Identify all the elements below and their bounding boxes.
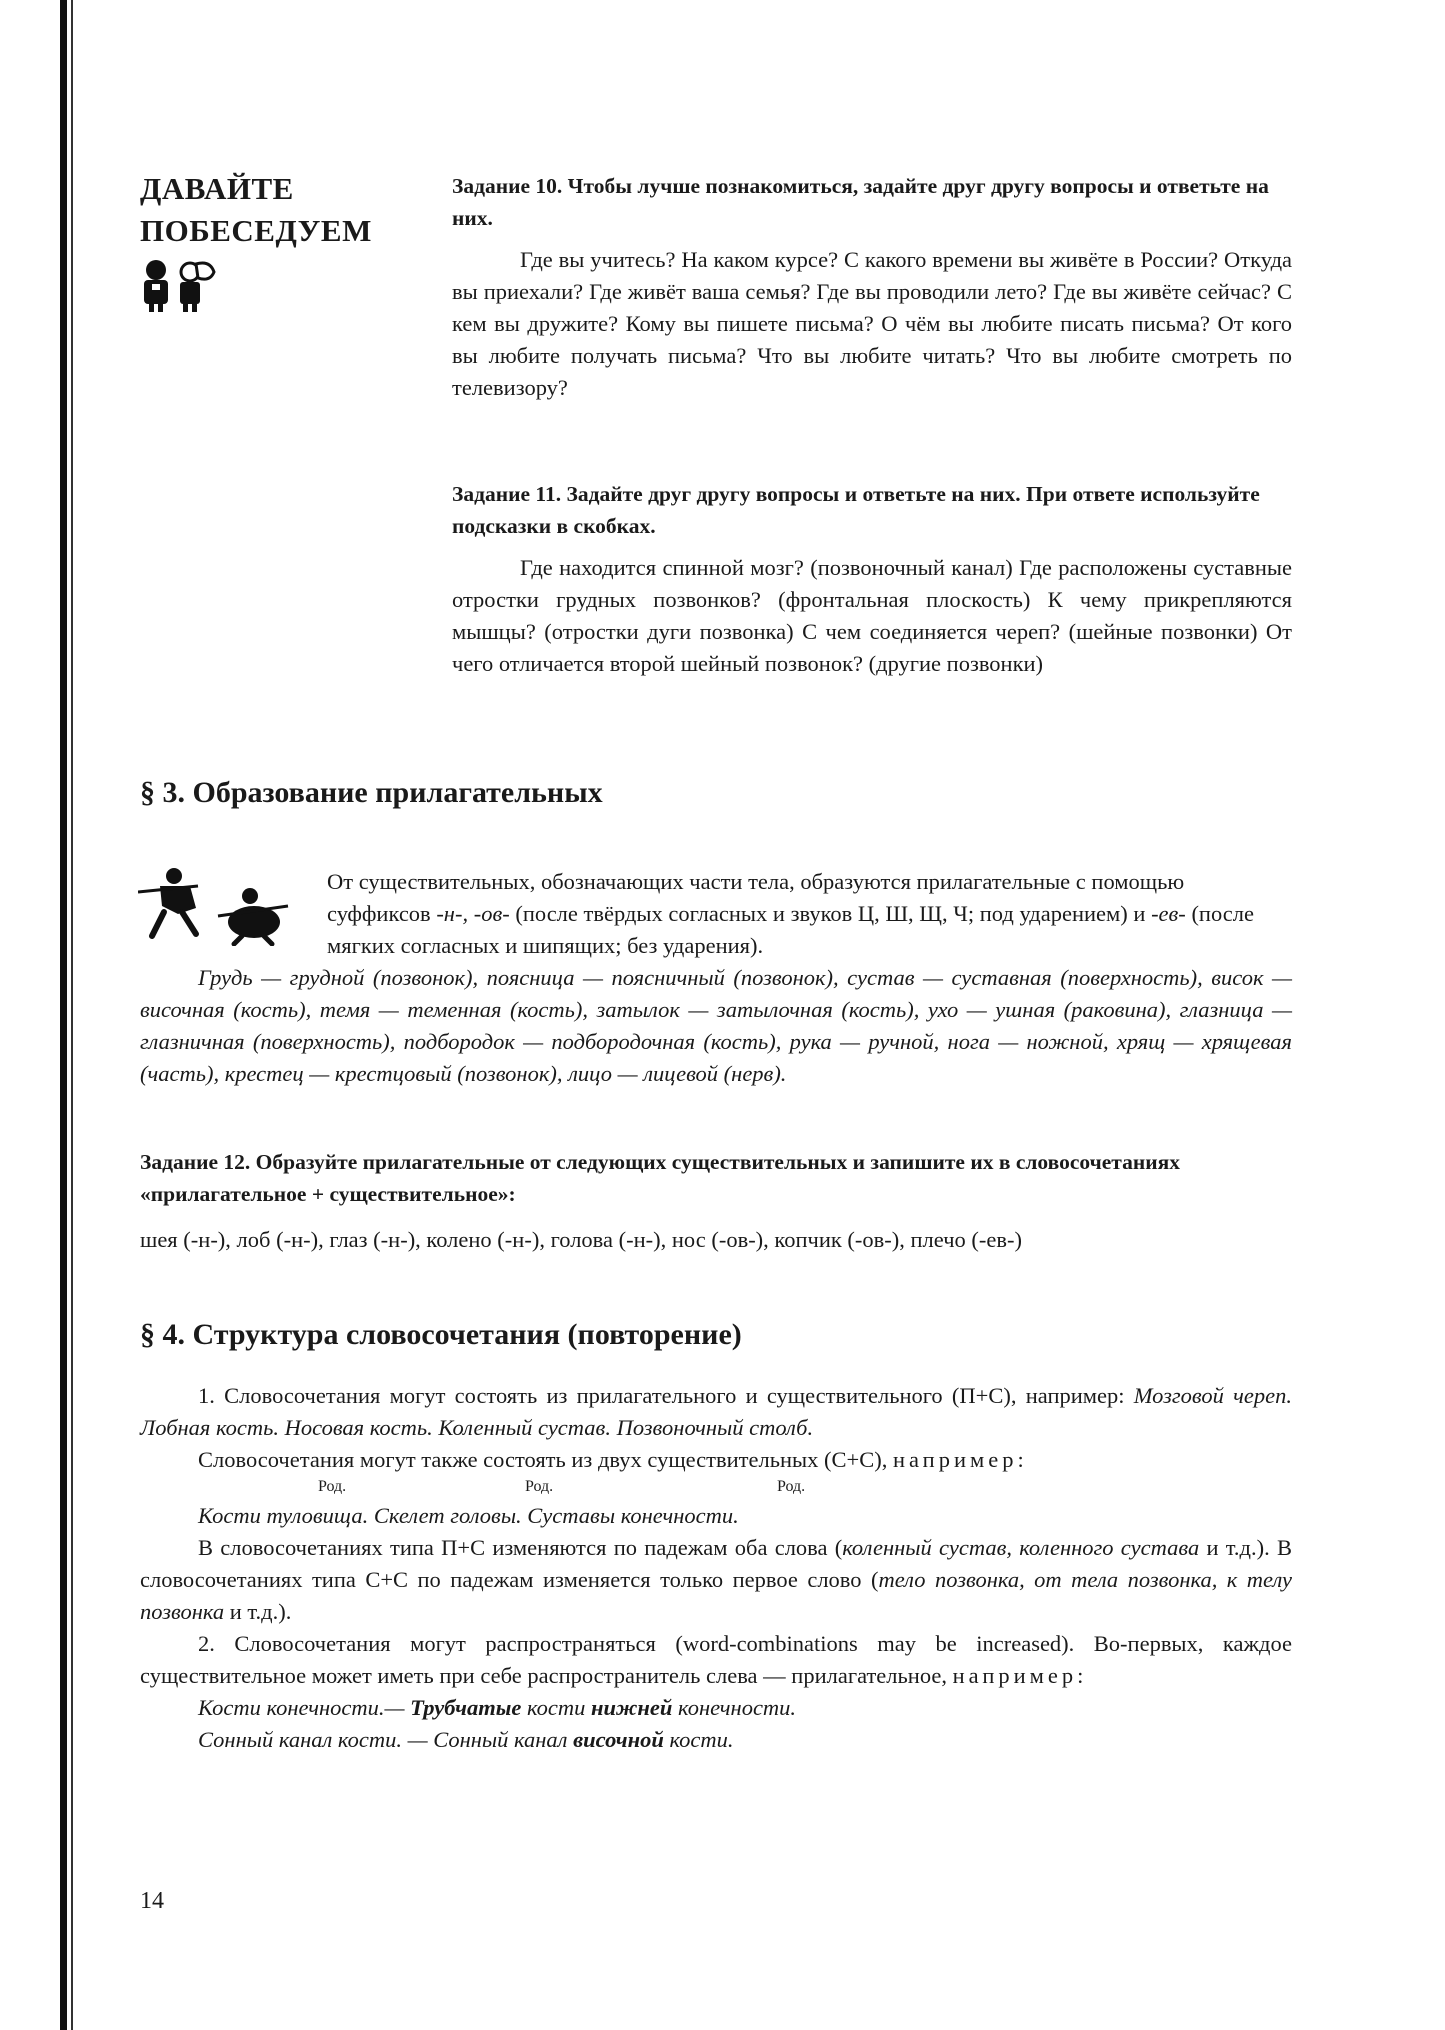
p1-examples: Мозговой череп. Лобная кость. Носовая кость. Коленный сустав. Позвоночный столб. [140, 1383, 1292, 1440]
intro-suffix-1: -н-, -ов- [436, 901, 510, 926]
rod-label-1: Род. [318, 1478, 347, 1495]
p4-spaced: например: [952, 1663, 1088, 1688]
task10-block [452, 170, 1292, 404]
p3-text-a: В словосочетаниях типа П+С изменяются по падежам оба слова ( [198, 1535, 843, 1560]
section4-body [140, 1380, 1292, 1756]
section4-heading: § 4. Структура словосочетания (повторение) [140, 1318, 742, 1351]
task11-block [452, 478, 1292, 680]
ex1-d: конечности. [672, 1695, 797, 1720]
page-number: 14 [140, 1888, 164, 1914]
section4-p1 [140, 1380, 1292, 1444]
ex1-bold-2: нижней [590, 1695, 673, 1720]
ex1-bold-1: Трубчатые [410, 1695, 522, 1720]
task12-words: шея (-н-), лоб (-н-), глаз (-н-), колено (-н-), голова (-н-), нос (-ов-), копчик (-ов-), плечо (-ев-) [140, 1227, 1022, 1252]
section3-intro [327, 866, 1292, 962]
two-people-talking-icon [140, 258, 220, 319]
intro-suffix-2: -ев- [1151, 901, 1186, 926]
p4-text: 2. Словосочетания могут распространяться (word-combinations may be increased). Во-первых, каждое существительное может иметь при себе распространитель слева — прилагательное, [140, 1631, 1292, 1688]
p3-italic-2: тело позвонка, от тела позвонка, к телу позвонка [140, 1567, 1292, 1624]
ex1-a: Кости конечности.— [198, 1695, 411, 1720]
ex2-c: кости. [663, 1727, 734, 1752]
section4-p4 [140, 1628, 1292, 1692]
p1-text: 1. Словосочетания могут состоять из прилагательного и существительного (П+С), например: [198, 1383, 1134, 1408]
two-running-figures-icon [138, 866, 308, 951]
task11-body: Где находится спинной мозг? (позвоночный канал) Где расположены суставные отростки грудных позвонков? (фронтальная плоскость) К чему прикрепляются мышцы? (отростки дуги позвонка) С чем соединяется череп? (шейные позвонки) От чего отличается второй шейный позвонок? (другие позвонки) [452, 555, 1292, 676]
p3-italic-1: коленный сустав, коленного сустава [842, 1535, 1200, 1560]
aside-title-line2: ПОБЕСЕДУЕМ [140, 213, 372, 248]
section3-examples: Грудь — грудной (позвонок), поясница — поясничный (позвонок), сустав — суставная (поверхность), висок — височная (кость), темя — теменная (кость), затылок — затылочная (кость), ухо — ушная (раковина), глазница — глазничная (поверхность), подбородок — подбородочная (кость), рука — ручной, нога — ножной, хрящ — хрящевая (часть), крестец — крестцовый (позвонок), лицо — лицевой (нерв). [140, 965, 1292, 1086]
p3-text-c: и т.д.). [224, 1599, 292, 1624]
p3-text-b: и т.д.). В словосочетаниях типа С+С по падежам изменяется только первое слово ( [140, 1535, 1292, 1592]
p2-text: Словосочетания могут также состоять из двух существительных (С+С), [198, 1447, 893, 1472]
example-1 [140, 1692, 1292, 1724]
task12-block [140, 1146, 1292, 1256]
page-edge-bar [60, 0, 67, 2030]
aside-title [140, 168, 372, 252]
task10-body: Где вы учитесь? На каком курсе? С какого времени вы живёте в России? Откуда вы приехали? Где живёт ваша семья? Где вы проводили лето? Где вы живёте сейчас? С кем вы дружите? Кому вы пишете письма? О чём вы любите писать письма? От кого вы любите получать письма? Что вы любите читать? Что вы любите смотреть по телевизору? [452, 247, 1292, 400]
task12-title: Задание 12. Образуйте прилагательные от следующих существительных и запишите их в словосочетаниях «прилагательное + существительное»: [140, 1150, 1180, 1206]
intro-text-c: (после мягких согласных и шипящих; без ударения). [327, 901, 1254, 958]
ex2-a: Сонный канал кости. — Сонный канал [198, 1727, 574, 1752]
section3-heading: § 3. Образование прилагательных [140, 776, 603, 809]
task10-title: Задание 10. Чтобы лучше познакомиться, задайте друг другу вопросы и ответьте на них. [452, 174, 1269, 230]
ex2-bold: височной [573, 1727, 664, 1752]
intro-text-b: (после твёрдых согласных и звуков Ц, Ш, Щ, Ч; под ударением) и [509, 901, 1152, 926]
aside-title-line1: ДАВАЙТЕ [140, 171, 294, 206]
ex1-c: кости [521, 1695, 591, 1720]
section4-p3 [140, 1532, 1292, 1628]
page-edge-line [71, 0, 73, 2030]
example-2 [140, 1724, 1292, 1756]
intro-text-a: От существительных, обозначающих части тела, образуются прилагательные с помощью суффиксов [327, 869, 1185, 926]
section4-p2 [140, 1444, 1292, 1476]
rod-label-2: Род. [525, 1478, 554, 1495]
task11-title: Задание 11. Задайте друг другу вопросы и ответьте на них. При ответе используйте подсказки в скобках. [452, 482, 1260, 538]
rod-label-3: Род. [777, 1478, 806, 1495]
rod-labels [140, 1476, 1292, 1500]
p2-spaced: например: [892, 1447, 1028, 1472]
p2-examples: Кости туловища. Скелет головы. Суставы конечности. [198, 1503, 739, 1528]
